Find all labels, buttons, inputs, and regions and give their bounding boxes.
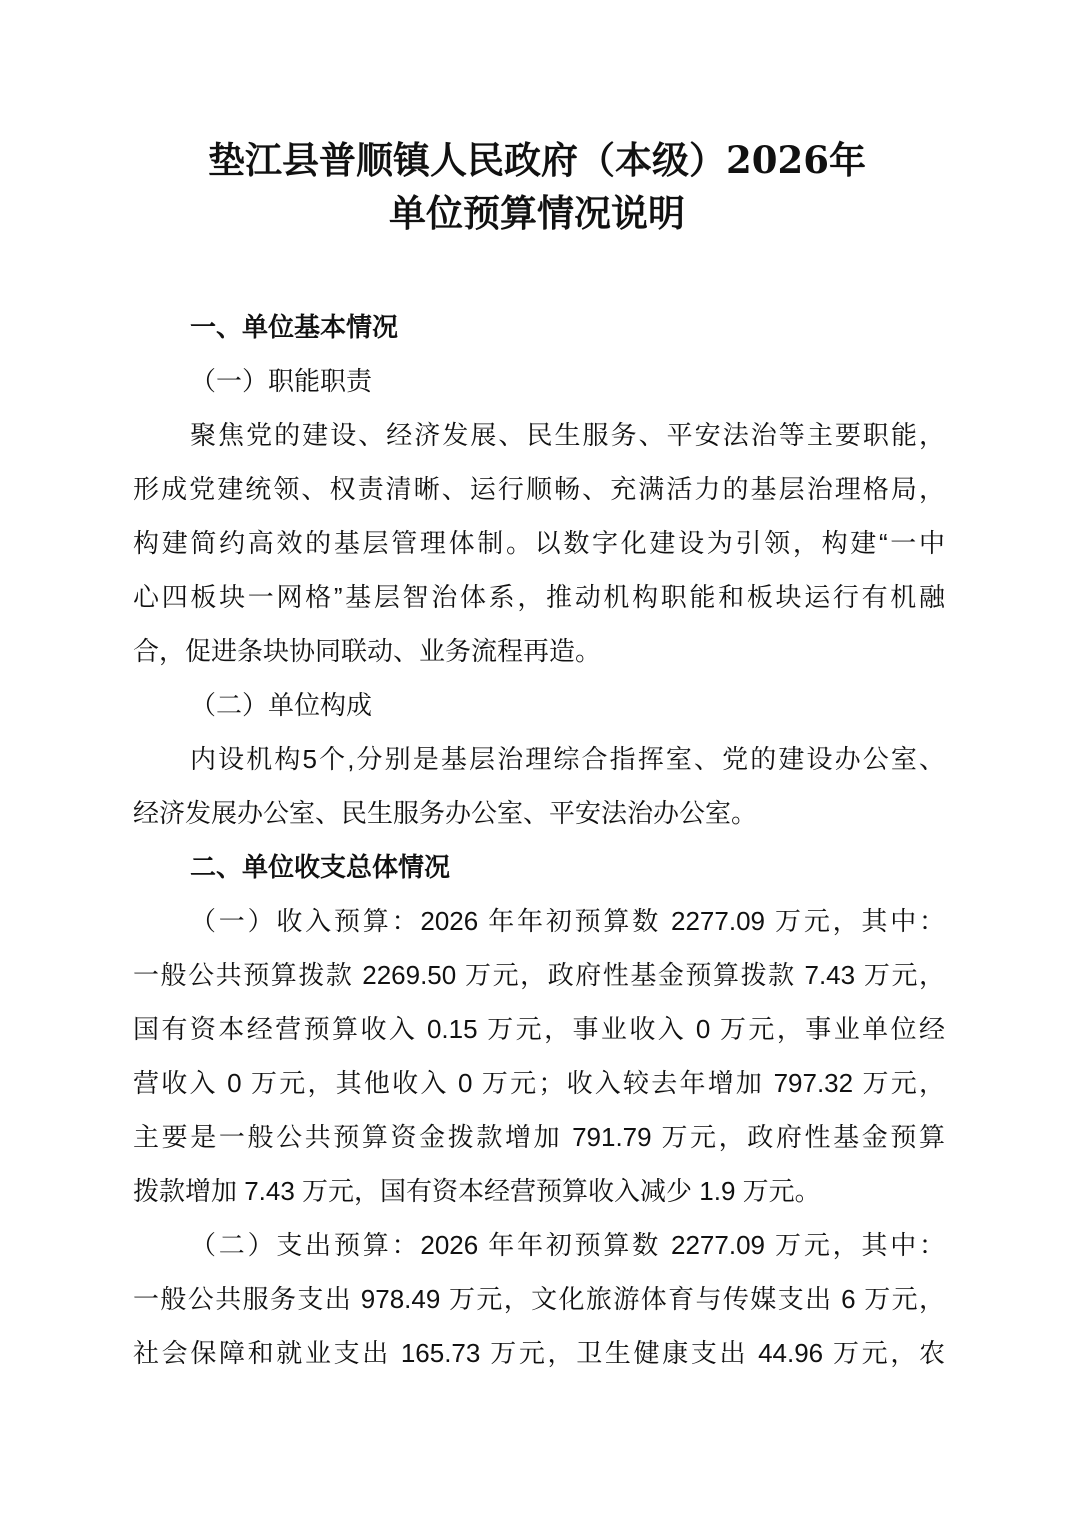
paragraph-line: 合，促进条块协同联动、业务流程再造。 (133, 636, 602, 666)
paragraph-line: （一）收入预算：2026 年年初预算数 2277.09 万元，其中： (190, 906, 945, 936)
paragraph-line: 国有资本经营预算收入 0.15 万元，事业收入 0 万元，事业单位经 (133, 1014, 945, 1044)
paragraph-line: （二）支出预算：2026 年年初预算数 2277.09 万元，其中： (190, 1230, 945, 1260)
subsection-heading: （一）职能职责 (190, 366, 373, 396)
paragraph-line: 聚焦党的建设、经济发展、民生服务、平安法治等主要职能， (190, 420, 945, 450)
paragraph-line: 一般公共服务支出 978.49 万元，文化旅游体育与传媒支出 6 万元， (133, 1284, 945, 1314)
paragraph-line: 社会保障和就业支出 165.73 万元，卫生健康支出 44.96 万元，农 (133, 1338, 945, 1368)
paragraph-line: 拨款增加 7.43 万元，国有资本经营预算收入减少 1.9 万元。 (133, 1176, 821, 1206)
title-line-2: 单位预算情况说明 (389, 191, 685, 235)
subsection-heading: （二）单位构成 (190, 690, 373, 720)
document-body (133, 300, 945, 1380)
paragraph-line: 内设机构5个,分别是基层治理综合指挥室、党的建设办公室、 (190, 744, 945, 774)
section-heading: 一、单位基本情况 (190, 312, 399, 342)
paragraph-line: 经济发展办公室、民生服务办公室、平安法治办公室。 (133, 798, 758, 828)
document-title (0, 134, 1074, 240)
paragraph-line: 营收入 0 万元，其他收入 0 万元；收入较去年增加 797.32 万元， (133, 1068, 945, 1098)
paragraph-line: 形成党建统领、权责清晰、运行顺畅、充满活力的基层治理格局， (133, 474, 945, 504)
paragraph-line: 心四板块一网格”基层智治体系，推动机构职能和板块运行有机融 (133, 582, 945, 612)
paragraph-line: 一般公共预算拨款 2269.50 万元，政府性基金预算拨款 7.43 万元， (133, 960, 945, 990)
paragraph-line: 构建简约高效的基层管理体制。以数字化建设为引领，构建“一中 (133, 528, 945, 558)
section-heading: 二、单位收支总体情况 (190, 852, 451, 882)
title-line-1: 垫江县普顺镇人民政府（本级）2026年 (208, 138, 866, 182)
paragraph-line: 主要是一般公共预算资金拨款增加 791.79 万元，政府性基金预算 (133, 1122, 945, 1152)
